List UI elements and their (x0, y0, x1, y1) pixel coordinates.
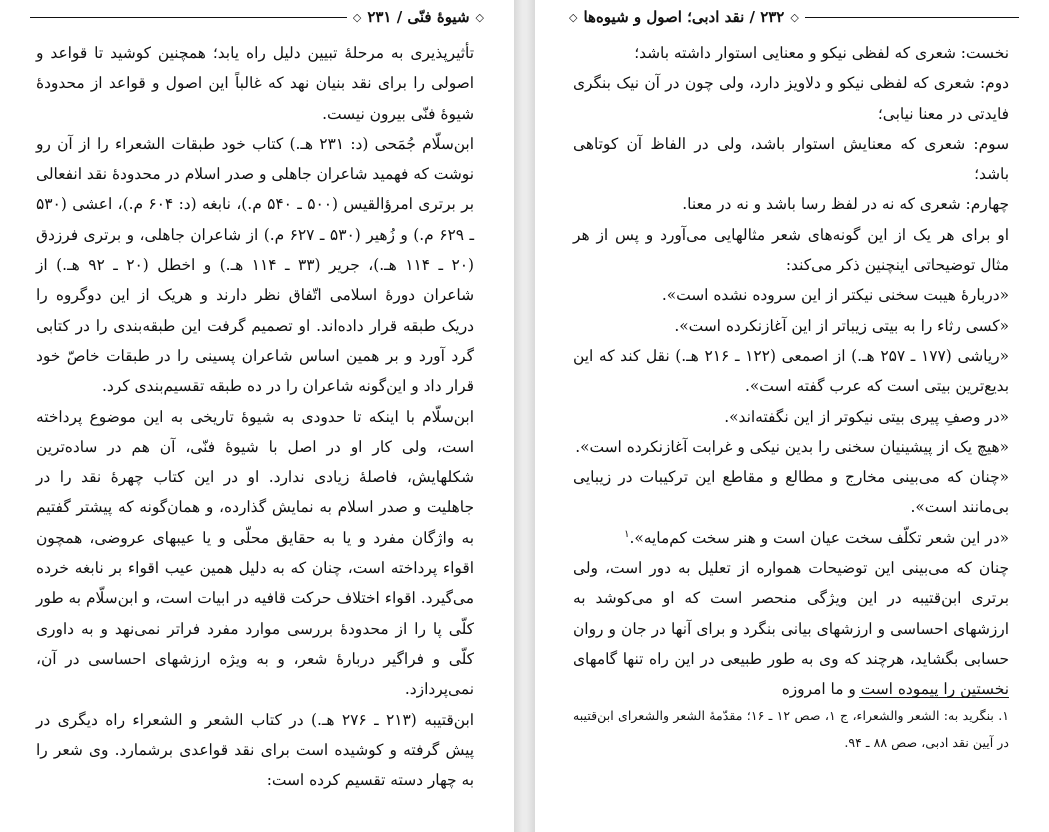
paragraph: چنان که می‌بینی این توضیحات همواره از تعلیل به دور است، ولی برتری ابن‌قتیبه در این ویژگی منحصر است که او می‌کوشد به ارزشهای احساسی و ارزشهای بیانی بنگرد و برای آنها در جان و روان حسابی بگشاید، هرچند که وی به طور طبیعی در این راه تنها گامهای نخستین را پیموده است و ما امروزه (573, 559, 1009, 699)
paragraph: تأثیرپذیری به مرحلهٔ تبیین دلیل راه یابد؛ همچنین کوشید تا قواعد و اصولی را برای نقد بنیان نهد که غالباً این اصول و قواعد از محدودهٔ شیوهٔ فنّی بیرون نیست. (36, 44, 474, 123)
quote: «هیچ یک از پیشینیان سخنی را بدین نیکی و غرابت آغازنکرده است». (575, 437, 1009, 456)
footnote: ۱. بنگرید به: الشعر والشعراء، ج ۱، صص ۱۲ ـ ۱۶؛ مقدّمهٔ الشعر والشعرای ابن‌قتیبه در آیین نقد ادبی، صص ۸۸ ـ ۹۴. (573, 708, 1010, 750)
right-running-head (569, 6, 1019, 28)
book-gutter (514, 0, 535, 832)
quote: «در وصفِ پیری بیتی نیکوتر از این نگفته‌اند». (724, 407, 1009, 426)
right-page-text (573, 38, 1009, 705)
diamond-ornament-icon: ◇ (475, 10, 484, 24)
quote-text: «در این شعر تکلّف سخت عیان است و هنر سخت کم‌مایه». (629, 528, 1009, 547)
quote-with-footnote (573, 523, 1009, 553)
header-rule (805, 17, 1019, 18)
paragraph: چهارم: شعری که نه در لفظ رسا باشد و نه در معنا. (682, 195, 1009, 214)
quote: «کسی رثاء را به بیتی زیباتر از این آغازنکرده است». (674, 316, 1009, 335)
left-page-header: شیوهٔ فنّی / ۲۳۱ (367, 8, 470, 26)
diamond-ornament-icon: ◇ (569, 10, 578, 24)
left-page (0, 0, 514, 832)
quote: «ریاشی (۱۷۷ ـ ۲۵۷ هـ.) از اصمعی (۱۲۲ ـ ۲۱۶ هـ.) نقل کند که این بدیع‌ترین بیتی است که عرب گفته است». (573, 346, 1009, 396)
paragraph: ابن‌سلّام با اینکه تا حدودی به شیوهٔ تاریخی به این موضوع پرداخته است، ولی کار او در اصل با شیوهٔ فنّی، آن هم در ساده‌ترین شکلهایش، فاصلهٔ زیادی ندارد. او در این کتاب چهرهٔ نقد را در جاهلیت و صدر اسلام به نمایش گذارده، و همان‌گونه که پیشتر گفتیم به واژگان مفرد و یا به حقایق محلّی و یا عیبهای عروضی، همچون اقواء پرداخته است، چنان که به دلیل همین عیب اقواء بر نابغه خرده می‌گیرد. اقواء اختلاف حرکت قافیه در ابیات است، و ابن‌سلّام به طور کلّی پا را از محدودهٔ بررسی موارد مفرد فراتر نمی‌نهد و به داوری کلّی و فراگیر دربارهٔ شعر، و به ویژه ارزشهای احساسی در آن، نمی‌پردازد. (36, 407, 474, 699)
paragraph: سوم: شعری که معنایش استوار باشد، ولی در الفاظ آن کوتاهی باشد؛ (573, 134, 1009, 184)
header-rule (30, 17, 347, 18)
paragraph: دوم: شعری که لفظی نیکو و دلاویز دارد، ولی چون در آن نیک بنگری فایدتی در معنا نیابی؛ (573, 74, 1009, 123)
right-page-header: ۲۳۲ / نقد ادبی؛ اصول و شیوه‌ها (583, 8, 785, 26)
right-page (535, 0, 1049, 832)
paragraph: او برای هر یک از این گونه‌های شعر مثالهایی می‌آورد و پس از هر مثال توضیحاتی اینچنین ذکر می‌کند: (573, 225, 1009, 275)
left-page-text (36, 38, 474, 795)
diamond-ornament-icon: ◇ (790, 10, 799, 24)
paragraph: ابن‌سلّام جُمَحی (د: ۲۳۱ هـ.) کتاب خود طبقات الشعراء را از آن رو نوشت که فهمید شاعران جاهلی و صدر اسلام در محدودهٔ نقد انفعالی بر برتری امرؤالقیس (۵۰۰ ـ ۵۴۰ م.)، نابغه (د: ۶۰۴ م.)، اعشی (۵۳۰ ـ ۶۲۹ م.) و زُهیر (۵۳۰ ـ ۶۲۷ م.) از شاعران جاهلی، و برتری فرزدق (۲۰ ـ ۱۱۴ هـ.)، جریر (۳۳ ـ ۱۱۴ هـ.) و اخطل (۲۰ ـ ۹۲ هـ.) از شاعران دورهٔ اسلامی اتّفاق نظر دارند و هریک از این دوگروه را دریک طبقه قرار داده‌اند. او تصمیم گرفت این طبقه‌بندی را در کتابی گرد آورد و بر همین اساس شاعران پسینی را در طبقات خاصّ خود قرار داد و این‌گونه شاعران را در ده طبقه تقسیم‌بندی کرد. (36, 134, 475, 396)
paragraph: ابن‌قتیبه (۲۱۳ ـ ۲۷۶ هـ.) در کتاب الشعر و الشعراء راه دیگری در پیش گرفته و کوشیده است برای نقد قواعدی برشمارد. وی شعر را به چهار دسته تقسیم کرده است: (36, 710, 475, 790)
left-running-head (30, 6, 484, 28)
paragraph: نخست: شعری که لفظی نیکو و معنایی استوار داشته باشد؛ (634, 44, 1009, 62)
quote: «دربارهٔ هیبت سخنی نیکتر از این سروده نشده است». (661, 286, 1009, 305)
diamond-ornament-icon: ◇ (352, 10, 362, 24)
footnote-rule (859, 697, 1009, 698)
quote: «چنان که می‌بینی مخارج و مطالع و مقاطع این ترکیبات در زیبایی بی‌مانند است». (573, 468, 1009, 517)
footnote-marker[interactable]: ۱ (624, 528, 630, 540)
